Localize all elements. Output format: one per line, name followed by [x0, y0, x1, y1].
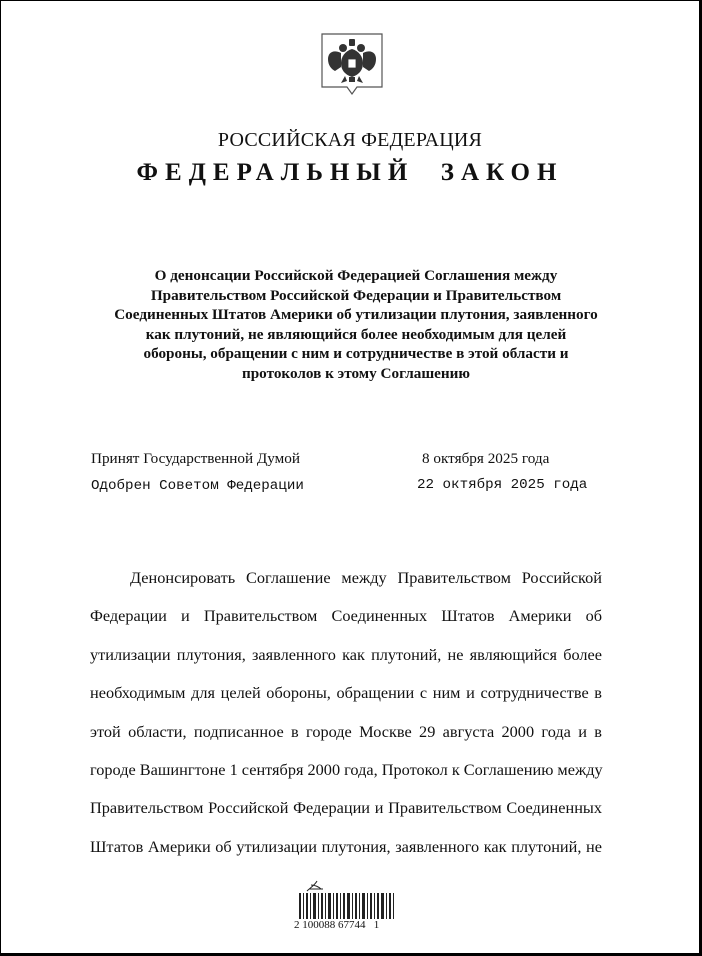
title-line: как плутоний, не являющийся более необходимым для целей [145, 325, 567, 343]
title-line: обороны, обращении с ним и сотрудничестве в этой области и [143, 345, 569, 363]
council-approval-label: Одобрен Советом Федерации [91, 478, 304, 494]
title-line: Правительством Российской Федерации и Правительством [150, 286, 562, 304]
title-line: О денонсации Российской Федерацией Соглашения между [154, 267, 558, 284]
country-heading: РОССИЙСКАЯ ФЕДЕРАЦИЯ [217, 129, 483, 151]
body-line: Федерации и Правительством Соединенных Штатов Америки об [90, 606, 602, 626]
body-line: необходимым для целей обороны, обращении с ним и сотрудничестве в [90, 683, 602, 703]
russian-coat-of-arms-icon [319, 31, 385, 99]
title-line: Соединенных Штатов Америки об утилизации плутония, заявленного [114, 306, 598, 324]
duma-adoption-date: 8 октября 2025 года [422, 450, 550, 467]
barcode-number: 2 100088 67744 1 [294, 919, 380, 931]
body-line: городе Вашингтоне 1 сентября 2000 года, Протокол к Соглашению между [90, 760, 603, 780]
body-line: Правительством Российской Федерации и Правительством Соединенных [90, 798, 602, 818]
body-line: Денонсировать Соглашение между Правительством Российской [130, 568, 602, 587]
duma-adoption-label: Принят Государственной Думой [91, 450, 300, 467]
document-type-heading: ФЕДЕРАЛЬНЫЙ ЗАКОН [136, 159, 564, 186]
body-line: утилизации плутония, заявленного как плутоний, не являющийся более [90, 644, 602, 664]
body-line: Штатов Америки об утилизации плутония, заявленного как плутоний, не [90, 836, 602, 856]
title-line: протоколов к этому Соглашению [241, 364, 470, 382]
law-title [111, 266, 601, 384]
council-approval-date: 22 октября 2025 года [417, 477, 588, 493]
body-line: этой области, подписанное в городе Москве 29 августа 2000 года и в [90, 721, 602, 741]
law-body [90, 559, 602, 866]
